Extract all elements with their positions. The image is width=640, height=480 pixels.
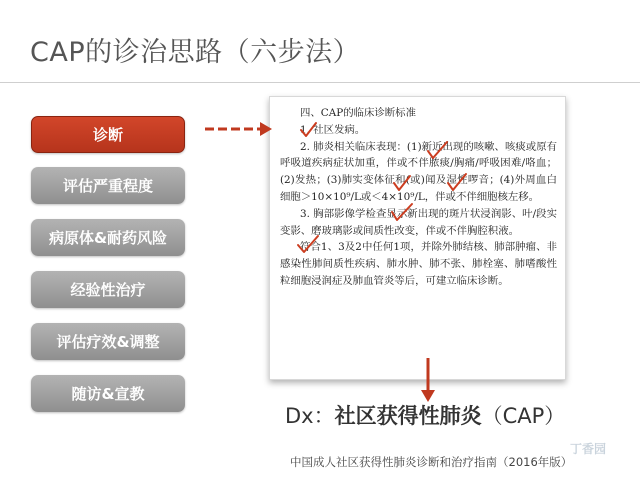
criterion-3: 3. 胸部影像学检查显示新出现的斑片状浸润影、叶/段实变影、磨玻璃影或间质性改变，伴或不伴胸腔积液。 [280,207,557,237]
step-pathogen-button[interactable]: 病原体&耐药风险 [31,219,185,256]
step-efficacy-button[interactable]: 评估疗效&调整 [31,323,185,360]
diagnosis-prefix: Dx： [285,404,335,428]
step-empiric-therapy-button[interactable]: 经验性治疗 [31,271,185,308]
title-divider [0,82,640,83]
step-followup-button[interactable]: 随访&宣教 [31,375,185,412]
guideline-excerpt [269,96,566,380]
watermark-logo: 丁香园 [570,442,607,456]
step-diagnosis-button[interactable]: 诊断 [31,116,185,153]
criteria-heading: 四、CAP的临床诊断标准 [300,107,416,119]
step-severity-button[interactable]: 评估严重程度 [31,167,185,204]
criterion-1: 1. 社区发病。 [300,123,366,136]
diagnosis-line [285,400,565,430]
criteria-conclusion: 符合1、3及2中任何1项，并除外肺结核、肺部肿瘤、非感染性肺间质性疾病、肺水肿、肺不张、肺栓塞、肺嗜酸性粒细胞浸润症及肺血管炎等后，可建立临床诊断。 [280,241,557,287]
pointer-arrow-icon [205,122,272,136]
source-citation: 中国成人社区获得性肺炎诊断和治疗指南（2016年版） [290,455,573,469]
page-title: CAP的诊治思路（六步法） [30,37,361,68]
criterion-2: 2. 肺炎相关临床表现：(1)新近出现的咳嗽、咳痰或原有呼吸道疾病症状加重，伴或不伴脓痰/胸痛/呼吸困难/咯血；(2)发热；(3)肺实变体征和(或)闻及湿性啰音；(4)外周血白细胞＞10×10⁹/L或＜4×10⁹/L，伴或不伴细胞核左移。 [280,140,557,203]
diagnosis-term: 社区获得性肺炎 [334,404,482,428]
diagnosis-abbr: （CAP） [481,404,566,428]
